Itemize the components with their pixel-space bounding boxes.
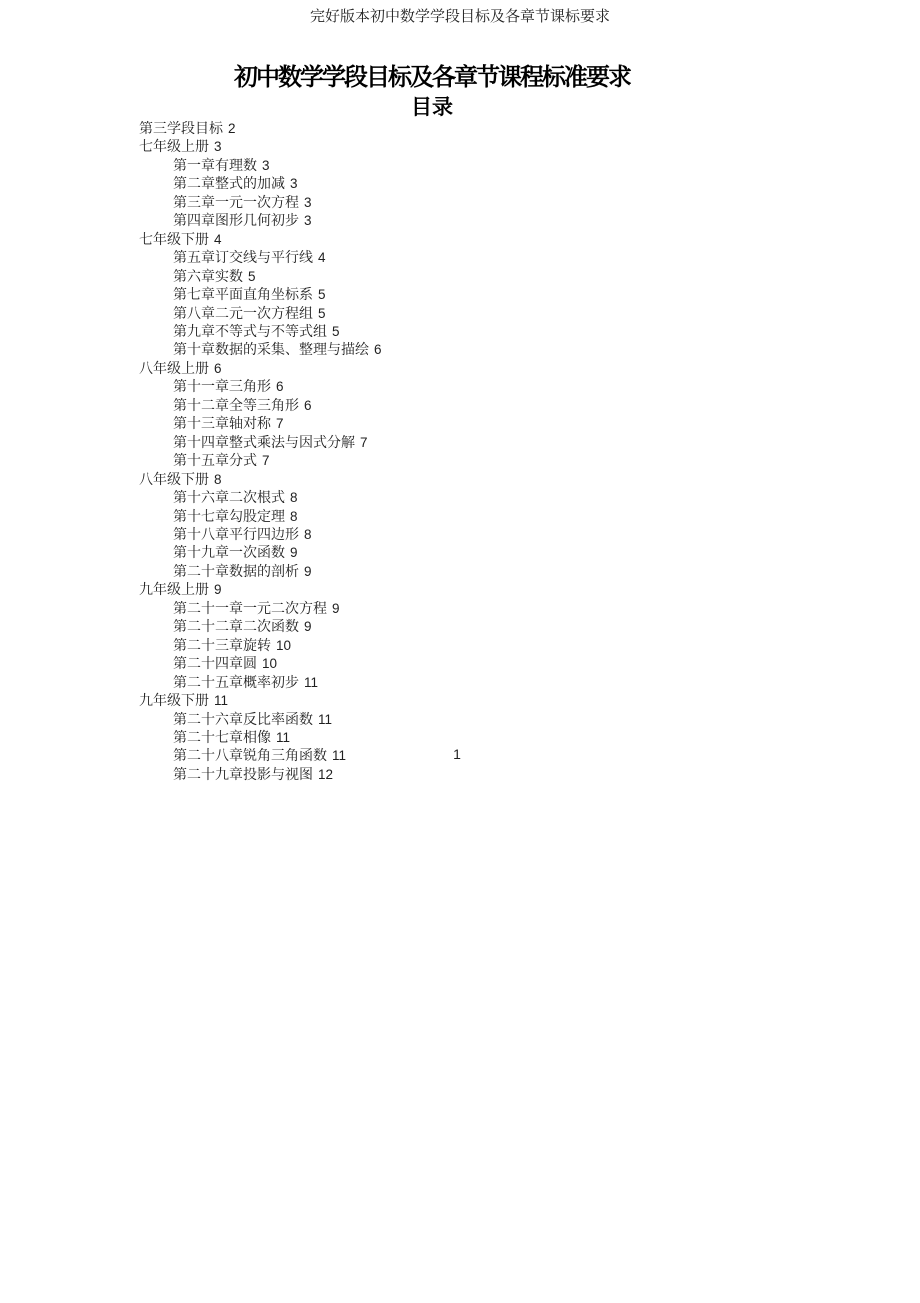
toc-entry [139, 471, 900, 489]
toc-entry [139, 305, 900, 323]
toc-entry-page: 5 [332, 323, 340, 339]
toc-entry-page: 12 [318, 766, 334, 782]
toc-entry [139, 674, 900, 692]
toc-entry-page: 5 [318, 287, 326, 303]
toc-entry-label: 第十章数据的采集、整理与描绘 [173, 343, 369, 359]
toc-entry-page: 11 [332, 748, 347, 764]
toc-entry [139, 729, 900, 747]
toc-entry-label: 第十五章分式 [173, 454, 257, 470]
toc-entry-page: 6 [276, 379, 284, 395]
toc-entry [139, 434, 900, 452]
document-subtitle: 目录 [411, 95, 453, 119]
toc-entry-label: 第二十章数据的剖析 [173, 564, 299, 580]
toc-entry-page: 4 [214, 231, 222, 247]
toc-entry-page: 9 [290, 545, 298, 561]
toc-entry [139, 563, 900, 581]
toc-entry [139, 360, 900, 378]
toc-entry-page: 9 [214, 582, 222, 598]
toc-entry [139, 711, 900, 729]
toc-entry [139, 508, 900, 526]
toc-entry-label: 第五章订交线与平行线 [173, 251, 313, 267]
toc-entry-label: 第二十三章旋转 [173, 638, 271, 654]
toc-entry-page: 8 [214, 471, 222, 487]
toc-entry-label: 第二十六章反比率函数 [173, 712, 313, 728]
toc-entry [139, 637, 900, 655]
document-header-text: 完好版本初中数学学段目标及各章节课标要求 [309, 9, 610, 25]
toc-entry-label: 第二十四章圆 [173, 657, 257, 673]
toc-entry-page: 6 [214, 360, 222, 376]
toc-entry-page: 10 [262, 656, 278, 672]
toc-entry-label: 第八章二元一次方程组 [173, 306, 313, 322]
toc-entry-label: 九年级上册 [139, 583, 209, 599]
toc-entry-page: 8 [304, 526, 312, 542]
toc-entry-page: 3 [214, 139, 222, 155]
toc-entry-page: 3 [262, 157, 270, 173]
toc-entry-label: 第十二章全等三角形 [173, 398, 299, 414]
toc-entry-label: 七年级下册 [139, 232, 209, 248]
page-number: 1 [453, 746, 461, 762]
toc-entry-page: 11 [304, 674, 319, 690]
toc-entry-label: 八年级上册 [139, 361, 209, 377]
toc-list [139, 120, 900, 784]
toc-entry [139, 378, 900, 396]
toc-entry-label: 第十一章三角形 [173, 380, 271, 396]
toc-entry [139, 323, 900, 341]
toc-entry [139, 655, 900, 673]
document-title: 初中数学学段目标及各章节课程标准要求 [234, 65, 630, 91]
toc-entry [139, 397, 900, 415]
toc-entry-page: 7 [262, 453, 270, 469]
toc-entry-page: 2 [228, 121, 236, 136]
toc-entry-page: 11 [318, 711, 333, 727]
toc-entry-label: 第九章不等式与不等式组 [173, 324, 327, 340]
toc-entry-label: 八年级下册 [139, 472, 209, 488]
toc-entry-page: 10 [276, 637, 292, 653]
toc-entry [139, 341, 900, 359]
toc-entry-label: 第六章实数 [173, 269, 243, 285]
toc-entry-page: 8 [290, 490, 298, 506]
toc-entry [139, 526, 900, 544]
toc-entry [139, 249, 900, 267]
toc-entry [139, 268, 900, 286]
toc-entry-label: 第二十八章锐角三角函数 [173, 749, 327, 765]
toc-entry-label: 第二十二章二次函数 [173, 620, 299, 636]
toc-entry-label: 第三学段目标 [139, 122, 223, 137]
toc-entry [139, 581, 900, 599]
toc-entry-label: 第十九章一次函数 [173, 546, 285, 562]
toc-entry-page: 9 [332, 600, 340, 616]
toc-entry [139, 212, 900, 230]
toc-entry-page: 3 [304, 213, 312, 229]
toc-entry [139, 231, 900, 249]
toc-entry [139, 175, 900, 193]
toc-entry [139, 452, 900, 470]
toc-entry-label: 第二章整式的加减 [173, 177, 285, 193]
toc-entry-page: 8 [290, 508, 298, 524]
toc-entry-page: 9 [304, 619, 312, 635]
toc-entry-label: 第二十九章投影与视图 [173, 767, 313, 783]
toc-entry [139, 766, 900, 784]
toc-entry-label: 第二十七章相像 [173, 730, 271, 746]
toc-entry [139, 157, 900, 175]
toc-entry-page: 6 [304, 397, 312, 413]
toc-entry-label: 第十七章勾股定理 [173, 509, 285, 525]
toc-entry-page: 3 [304, 194, 312, 210]
toc-entry-label: 第一章有理数 [173, 158, 257, 174]
toc-entry [139, 415, 900, 433]
toc-entry-label: 第二十五章概率初步 [173, 675, 299, 691]
toc-entry [139, 489, 900, 507]
toc-entry-page: 3 [290, 176, 298, 192]
toc-entry-label: 九年级下册 [139, 694, 209, 710]
toc-entry [139, 138, 900, 156]
toc-entry-page: 4 [318, 250, 326, 266]
toc-entry-label: 第十八章平行四边形 [173, 527, 299, 543]
toc-entry [139, 618, 900, 636]
toc-entry-page: 7 [276, 416, 284, 432]
toc-entry-label: 第十六章二次根式 [173, 491, 285, 507]
toc-entry [139, 286, 900, 304]
toc-entry [139, 544, 900, 562]
toc-entry-label: 第七章平面直角坐标系 [173, 288, 313, 304]
toc-entry-page: 7 [360, 434, 368, 450]
toc-entry [139, 120, 900, 138]
toc-entry-label: 第四章图形几何初步 [173, 214, 299, 230]
toc-entry-page: 5 [318, 305, 326, 321]
toc-entry-page: 11 [276, 729, 291, 745]
toc-entry-page: 9 [304, 563, 312, 579]
toc-entry-label: 七年级上册 [139, 140, 209, 156]
toc-entry-label: 第二十一章一元二次方程 [173, 601, 327, 617]
toc-entry-page: 5 [248, 268, 256, 284]
toc-entry-page: 11 [214, 693, 229, 709]
toc-entry-label: 第十三章轴对称 [173, 417, 271, 433]
toc-entry [139, 194, 900, 212]
toc-entry-label: 第三章一元一次方程 [173, 195, 299, 211]
toc-entry-page: 6 [374, 342, 382, 358]
toc-entry [139, 600, 900, 618]
toc-entry-label: 第十四章整式乘法与因式分解 [173, 435, 355, 451]
toc-entry [139, 692, 900, 710]
